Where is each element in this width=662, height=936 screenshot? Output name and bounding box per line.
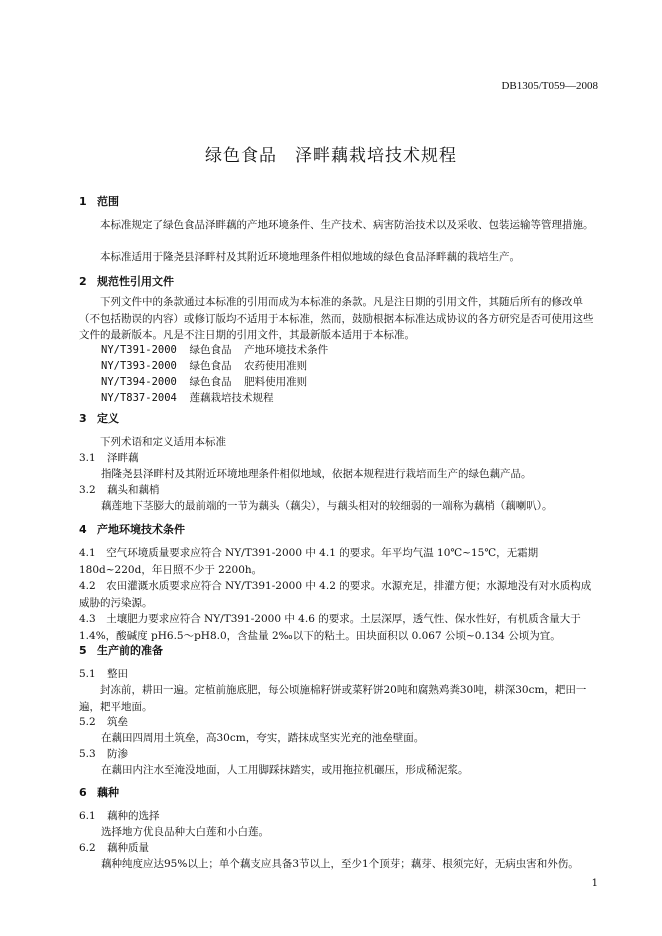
section-number: 3 — [79, 412, 87, 425]
section-4-paragraph-1: 4.1 空气环境质量要求应符合 NY/T391-2000 中 4.1 的要求。年平均气温 10℃~15℃，无霜期 180d~220d，年日照不少于 2200h。 — [79, 547, 539, 576]
subsection-3-1-heading — [79, 450, 139, 466]
subsection-3-2-heading — [79, 482, 160, 498]
subsection-number: 3.2 — [79, 484, 96, 496]
section-4-heading — [79, 521, 185, 537]
subsection-5-3-heading — [79, 746, 128, 762]
section-title: 范围 — [97, 195, 119, 208]
subsection-title: 藕种的选择 — [107, 810, 160, 822]
section-number: 4 — [79, 523, 87, 536]
section-title: 规范性引用文件 — [97, 275, 174, 288]
subsection-6-1-text: 选择地方优良品种大白莲和小白莲。 — [101, 826, 269, 838]
section-title: 定义 — [97, 412, 119, 425]
subsection-title: 整田 — [107, 668, 128, 680]
subsection-3-2-text: 藕莲地下茎膨大的最前端的一节为藕头（藕尖），与藕头相对的较细弱的一端称为藕梢（藕喇叭）。 — [101, 500, 553, 512]
subsection-5-1-text: 封冻前，耕田一遍。定植前施底肥，每公顷施棉籽饼或菜籽饼20吨和腐熟鸡粪30吨，耕深30cm，耙田一遍，耙平地面。 — [79, 684, 587, 713]
section-3-heading — [79, 410, 119, 426]
section-4-paragraph-2: 4.2 农田灌溉水质要求应符合 NY/T391-2000 中 4.2 的要求。水源充足，排灌方便；水源地没有对水质构成威胁的污染源。 — [79, 580, 592, 609]
section-number: 1 — [79, 195, 87, 208]
section-1-heading — [79, 193, 119, 209]
section-title: 藕种 — [97, 786, 119, 799]
subsection-6-1-heading — [79, 808, 160, 824]
subsection-number: 6.1 — [79, 810, 96, 822]
subsection-number: 5.2 — [79, 716, 96, 728]
subsection-5-2-heading — [79, 714, 128, 730]
section-4-paragraph-3: 4.3 土壤肥力要求应符合 NY/T391-2000 中 4.6 的要求。土层深厚，透气性、保水性好，有机质含量大于 1.4%，酸碱度 pH6.5～pH8.0，含盐量 2‰以下的粘土。田块面积以 0.067 公顷~0.134 公顷为宜。 — [79, 613, 581, 642]
section-3-paragraph-1: 下列术语和定义适用本标准 — [100, 436, 226, 448]
subsection-number: 6.2 — [79, 842, 96, 854]
subsection-6-2-text: 藕种纯度应达95%以上；单个藕支应具备3节以上，至少1个顶芽；藕芽、根须完好，无病虫害和外伤。 — [101, 858, 579, 870]
subsection-title: 藕种质量 — [107, 842, 149, 854]
standard-code: DB1305/T059—2008 — [501, 80, 598, 92]
subsection-number: 3.1 — [79, 452, 96, 464]
section-5-heading — [79, 642, 163, 658]
reference-item: NY/T837-2004 莲藕栽培技术规程 — [101, 392, 274, 404]
section-title: 生产前的准备 — [97, 644, 163, 657]
section-2-heading — [79, 273, 174, 289]
section-title: 产地环境技术条件 — [97, 523, 185, 536]
subsection-title: 藕头和藕梢 — [107, 484, 160, 496]
section-number: 6 — [79, 786, 87, 799]
page-title: 绿色食品 泽畔藕栽培技术规程 — [205, 146, 457, 166]
subsection-5-1-heading — [79, 666, 128, 682]
subsection-3-1-text: 指隆尧县泽畔村及其附近环境地理条件相似地域，依据本规程进行栽培而生产的绿色藕产品。 — [101, 468, 532, 480]
reference-item: NY/T394-2000 绿色食品 肥料使用准则 — [101, 376, 308, 388]
reference-item: NY/T391-2000 绿色食品 产地环境技术条件 — [101, 344, 329, 356]
section-1-paragraph-1: 本标准规定了绿色食品泽畔藕的产地环境条件、生产技术、病害防治技术以及采收、包装运输等管理措施。 — [100, 219, 594, 231]
subsection-title: 泽畔藕 — [107, 452, 139, 464]
section-2-paragraph-1: 下列文件中的条款通过本标准的引用而成为本标准的条款。凡是注日期的引用文件，其随后所有的修改单（不包括勘误的内容）或修订版均不适用于本标准，然而，鼓励根据本标准达成协议的各方研究是否可使用这些文件的最新版本。凡是不注日期的引用文件，其最新版本适用于本标准。 — [79, 296, 594, 341]
section-number: 2 — [79, 275, 87, 288]
reference-item: NY/T393-2000 绿色食品 农药使用准则 — [101, 360, 308, 372]
subsection-title: 筑垒 — [107, 716, 128, 728]
subsection-number: 5.3 — [79, 748, 96, 760]
subsection-number: 5.1 — [79, 668, 96, 680]
subsection-5-2-text: 在藕田四周用土筑垒，高30cm，夸实，踏抹成坚实光充的池垒壁面。 — [101, 732, 425, 744]
subsection-title: 防渗 — [107, 748, 128, 760]
section-number: 5 — [79, 644, 87, 657]
subsection-5-3-text: 在藕田内注水至淹没地面，人工用脚踩抹踏实，或用拖拉机碾压，形成稀泥浆。 — [101, 764, 469, 776]
subsection-6-2-heading — [79, 840, 149, 856]
page-number: 1 — [591, 878, 598, 889]
section-1-paragraph-2: 本标准适用于隆尧县泽畔村及其附近环境地理条件相似地域的绿色食品泽畔藕的栽培生产。 — [100, 251, 520, 263]
section-6-heading — [79, 784, 119, 800]
